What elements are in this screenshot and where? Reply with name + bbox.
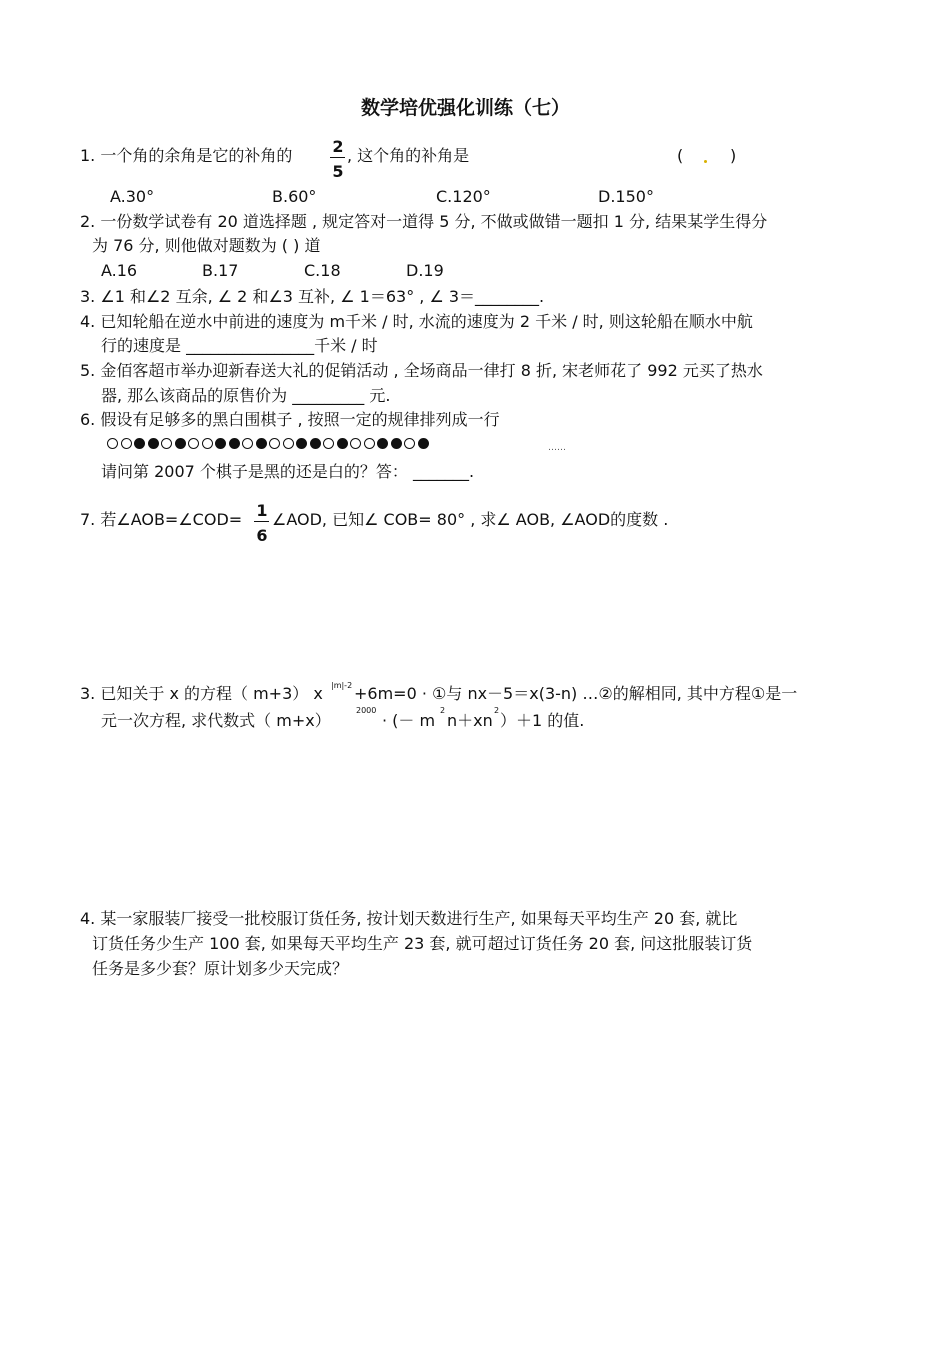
black-stone-icon [337,438,348,449]
q8-line2-b: · (－ m [382,711,436,730]
white-stone-icon [404,438,415,449]
q8-exponent-4: 2 [494,706,500,715]
q1-paren-left: ( [677,146,684,165]
q9-line1: 4. 某一家服装厂接受一批校服订货任务, 按计划天数进行生产, 如果每天平均生产 20 套, 就比 [80,909,738,928]
q7-fraction-numerator: 1 [256,501,268,520]
white-stone-icon [161,438,172,449]
q8-line1-b: +6m=0 · ①与 nx－5＝x(3-n) …②的解相同, 其中方程①是一 [354,684,798,703]
q8-line2-a: 元一次方程, 求代数式（ m+x） [101,711,331,730]
q1-option-a: A.30° [110,187,155,206]
white-stone-icon [121,438,132,449]
q9-line3: 任务是多少套？原计划多少天完成？ [92,959,349,978]
go-stone-sequence [107,436,429,450]
black-stone-icon [215,438,226,449]
q1-fraction-numerator: 2 [332,137,344,156]
white-stone-icon [269,438,280,449]
q4-line2: 行的速度是 ________________千米 / 时 [101,336,378,355]
q2-option-d: D.19 [406,261,444,280]
q7-fraction-denominator: 6 [256,526,268,545]
q6-line1: 6. 假设有足够多的黑白围棋子 , 按照一定的规律排列成一行 [80,410,500,429]
q8-line1-a: 3. 已知关于 x 的方程（ m+3） x [80,684,323,703]
q7-text-after: ∠AOD, 已知∠ COB= 80° , 求∠ AOB, ∠AOD的度数 . [272,510,669,529]
white-stone-icon [364,438,375,449]
q1-option-b: B.60° [272,187,317,206]
q2-line1: 2. 一份数学试卷有 20 道选择题 , 规定答对一道得 5 分, 不做或做错一题扣 1 分, 结果某学生得分 [80,212,768,231]
q8-exponent-2: 2000 [356,706,377,715]
q1-paren-right: ) [730,146,737,165]
q8-exponent-3: 2 [440,706,446,715]
q2-option-a: A.16 [101,261,138,280]
black-stone-icon [391,438,402,449]
q1-option-d: D.150° [598,187,654,206]
black-stone-icon [310,438,321,449]
q8-line2-c: n＋xn [447,711,493,730]
q2-option-b: B.17 [202,261,239,280]
q8-exponent-1: |m|-2 [331,681,353,690]
black-stone-icon [296,438,307,449]
white-stone-icon [350,438,361,449]
white-stone-icon [202,438,213,449]
white-stone-icon [283,438,294,449]
q7-text-before: 7. 若∠AOB=∠COD= [80,510,243,529]
q2-line2: 为 76 分, 则他做对题数为 ( ) 道 [92,236,321,255]
black-stone-icon [175,438,186,449]
black-stone-icon [134,438,145,449]
black-stone-icon [418,438,429,449]
white-stone-icon [188,438,199,449]
q8-line2-d: ）＋1 的值. [500,711,585,730]
white-stone-icon [107,438,118,449]
white-stone-icon [323,438,334,449]
black-stone-icon [229,438,240,449]
black-stone-icon [377,438,388,449]
yellow-dot-mark [704,160,707,163]
q2-option-c: C.18 [304,261,341,280]
q1-fraction-denominator: 5 [332,162,344,181]
q1-option-c: C.120° [436,187,491,206]
q4-line1: 4. 已知轮船在逆水中前进的速度为 m千米 / 时, 水流的速度为 2 千米 / 时, 则这轮船在顺水中航 [80,312,753,331]
q5-line2: 器, 那么该商品的原售价为 _________ 元. [101,386,391,405]
q6-ellipsis: …… [548,443,566,453]
q5-line1: 5. 金佰客超市举办迎新春送大礼的促销活动 , 全场商品一律打 8 折, 宋老师花了 992 元买了热水 [80,361,763,380]
q1-text-after: , 这个角的补角是 [347,146,470,165]
black-stone-icon [256,438,267,449]
q3-text: 3. ∠1 和∠2 互余, ∠ 2 和∠3 互补, ∠ 1＝63° , ∠ 3＝________. [80,287,545,306]
q6-line3: 请问第 2007 个棋子是黑的还是白的？答： _______. [101,462,475,481]
q7-fraction-bar [254,521,269,522]
q1-text-before: 1. 一个角的余角是它的补角的 [80,146,293,165]
q1-fraction-bar [330,157,345,158]
q9-line2: 订货任务少生产 100 套, 如果每天平均生产 23 套, 就可超过订货任务 20 套, 问这批服装订货 [92,934,753,953]
white-stone-icon [242,438,253,449]
page-title: 数学培优强化训练（七） [361,97,571,119]
black-stone-icon [148,438,159,449]
